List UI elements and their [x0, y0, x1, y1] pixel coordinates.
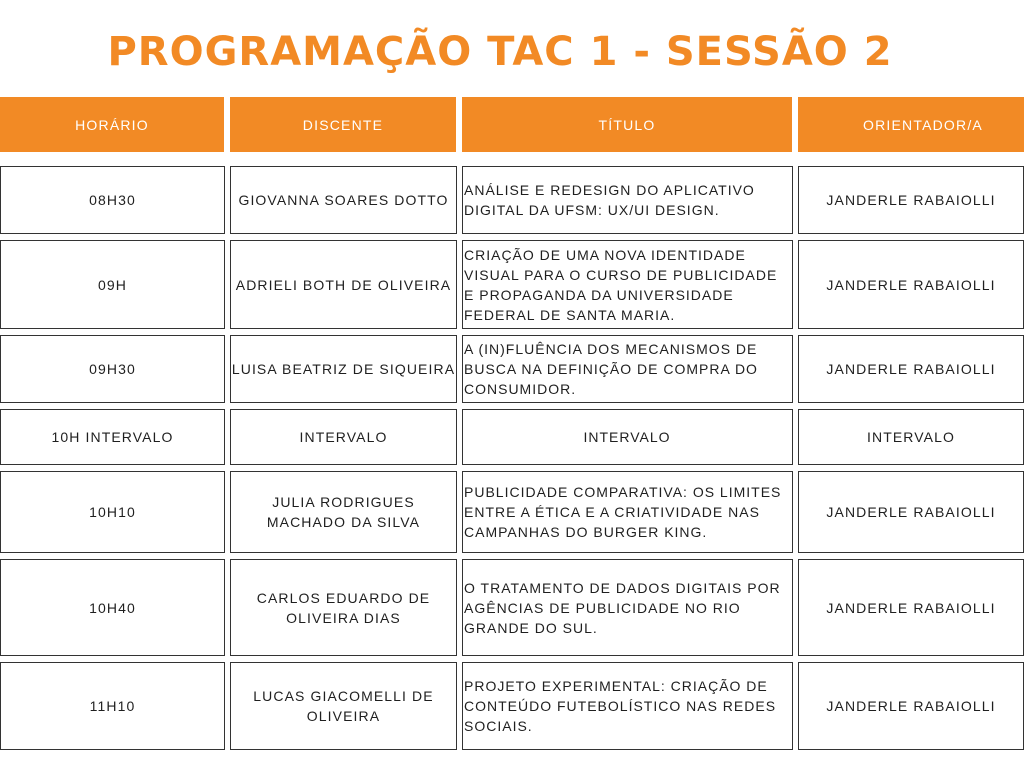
- cell-discente: INTERVALO: [230, 409, 457, 465]
- cell-orientador: JANDERLE RABAIOLLI: [798, 240, 1024, 329]
- cell-titulo: [462, 166, 793, 234]
- cell-titulo-text: CRIAÇÃO DE UMA NOVA IDENTIDADE VISUAL PARA O CURSO DE PUBLICIDADE E PROPAGANDA DA UNIVERSIDADE FEDERAL DE SANTA MARIA.: [464, 246, 778, 323]
- cell-titulo: [462, 471, 793, 553]
- cell-orientador: JANDERLE RABAIOLLI: [798, 471, 1024, 553]
- cell-titulo-text: ANÁLISE E REDESIGN DO APLICATIVO DIGITAL DA UFSM: UX/UI DESIGN.: [464, 182, 755, 218]
- header-horario: HORÁRIO: [0, 97, 224, 152]
- cell-horario: 11H10: [0, 662, 225, 750]
- cell-titulo-text: O TRATAMENTO DE DADOS DIGITAIS POR AGÊNCIAS DE PUBLICIDADE NO RIO GRANDE DO SUL.: [464, 579, 781, 636]
- cell-horario: 09H: [0, 240, 225, 329]
- cell-orientador: JANDERLE RABAIOLLI: [798, 662, 1024, 750]
- cell-discente: CARLOS EDUARDO DE OLIVEIRA DIAS: [230, 559, 457, 656]
- cell-horario: 08H30: [0, 166, 225, 234]
- cell-orientador: JANDERLE RABAIOLLI: [798, 559, 1024, 656]
- cell-discente: LUISA BEATRIZ DE SIQUEIRA: [230, 335, 457, 403]
- cell-titulo: [462, 662, 793, 750]
- cell-titulo-text: PUBLICIDADE COMPARATIVA: OS LIMITES ENTRE A ÉTICA E A CRIATIVIDADE NAS CAMPANHAS DO BURGER KING.: [464, 484, 782, 540]
- cell-titulo: [462, 240, 793, 329]
- cell-discente: GIOVANNA SOARES DOTTO: [230, 166, 457, 234]
- header-titulo: TÍTULO: [462, 97, 792, 152]
- cell-orientador: INTERVALO: [798, 409, 1024, 465]
- cell-discente: LUCAS GIACOMELLI DE OLIVEIRA: [230, 662, 457, 750]
- cell-orientador: JANDERLE RABAIOLLI: [798, 335, 1024, 403]
- header-orientador: ORIENTADOR/A: [798, 97, 1024, 152]
- cell-horario: 10H INTERVALO: [0, 409, 225, 465]
- cell-titulo-text: INTERVALO: [583, 429, 671, 445]
- cell-horario: 09H30: [0, 335, 225, 403]
- cell-titulo-text: PROJETO EXPERIMENTAL: CRIAÇÃO DE CONTEÚDO FUTEBOLÍSTICO NAS REDES SOCIAIS.: [464, 678, 777, 734]
- header-discente: DISCENTE: [230, 97, 456, 152]
- cell-titulo: [462, 335, 793, 403]
- cell-discente: JULIA RODRIGUES MACHADO DA SILVA: [230, 471, 457, 553]
- cell-orientador: JANDERLE RABAIOLLI: [798, 166, 1024, 234]
- cell-horario: 10H40: [0, 559, 225, 656]
- cell-discente: ADRIELI BOTH DE OLIVEIRA: [230, 240, 457, 329]
- cell-titulo: [462, 409, 793, 465]
- cell-titulo-text: A (IN)FLUÊNCIA DOS MECANISMOS DE BUSCA NA DEFINIÇÃO DE COMPRA DO CONSUMIDOR.: [464, 341, 758, 397]
- cell-titulo: [462, 559, 793, 656]
- cell-horario: 10H10: [0, 471, 225, 553]
- page-title: PROGRAMAÇÃO TAC 1 - SESSÃO 2: [107, 29, 893, 75]
